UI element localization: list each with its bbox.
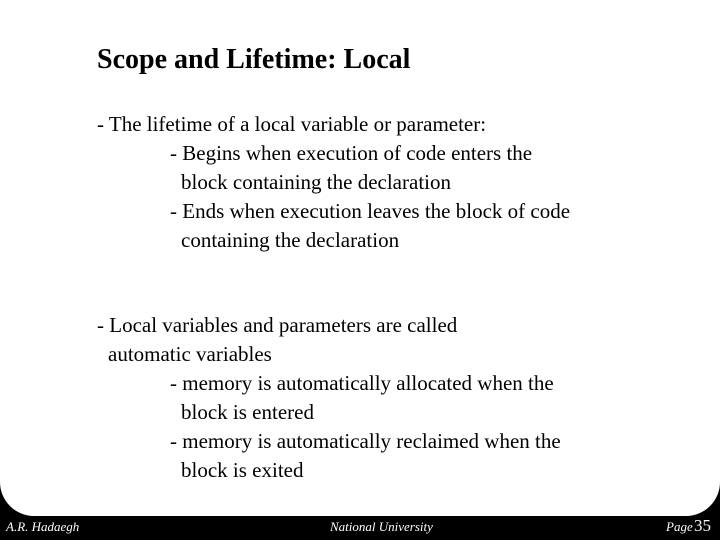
- bullet-line: - Local variables and parameters are called: [97, 313, 458, 337]
- slide-title: Scope and Lifetime: Local: [97, 44, 411, 75]
- footer-institution: National University: [330, 519, 433, 534]
- bullet-line: - memory is automatically reclaimed when the: [170, 429, 561, 453]
- footer-author: A.R. Hadaegh: [6, 519, 80, 534]
- bullet-line: automatic variables: [108, 342, 272, 366]
- bullet-line: containing the declaration: [181, 228, 400, 252]
- bullet-line: - Begins when execution of code enters the: [170, 141, 533, 165]
- bullet-line: - memory is automatically allocated when the: [170, 371, 554, 395]
- page-number: 35: [694, 516, 711, 535]
- footer-page-label: Page: [666, 519, 693, 534]
- bullet-line: - Ends when execution leaves the block of code: [170, 199, 571, 223]
- bullet-line: block containing the declaration: [181, 170, 451, 194]
- bullet-line: - The lifetime of a local variable or parameter:: [97, 112, 487, 136]
- bullet-line: block is entered: [181, 400, 314, 424]
- bullet-line: block is exited: [181, 458, 304, 482]
